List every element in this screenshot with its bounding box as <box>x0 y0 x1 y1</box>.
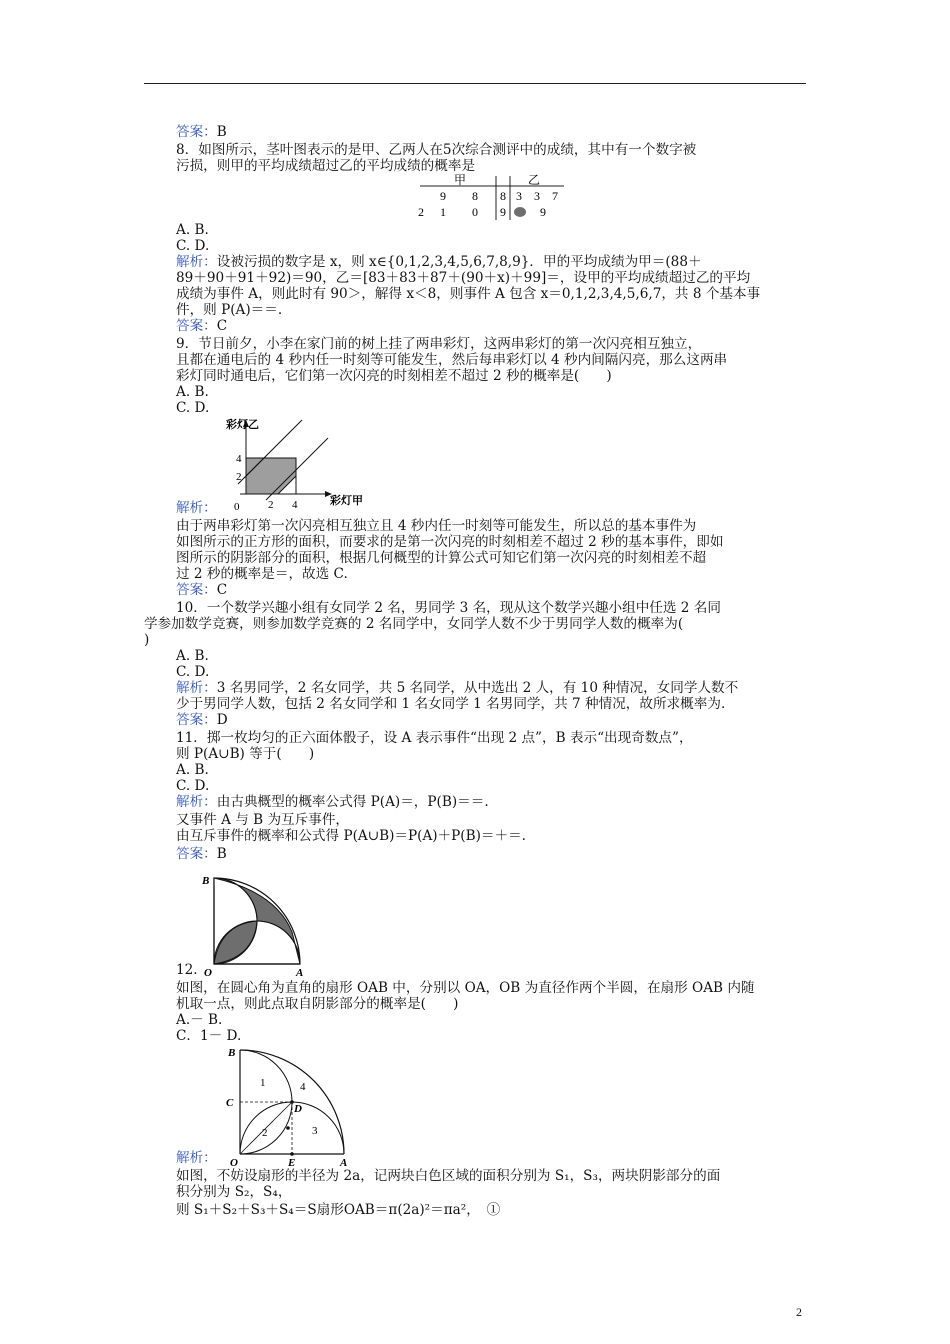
line-text: C. D. <box>176 778 210 794</box>
line-text: A. B. <box>176 222 209 238</box>
text-line <box>176 812 349 828</box>
answer-label: 解析： <box>176 254 217 270</box>
answer-label: 答案： <box>176 124 217 140</box>
line-text: A. B. <box>176 384 209 400</box>
text-line <box>176 794 489 810</box>
line-text: 89＋90＋91＋92)＝90，乙＝[83＋83＋87＋(90＋x)＋99]＝，设甲的平均成绩超过乙的平均 <box>176 270 751 286</box>
region-label-4: 4 <box>300 1081 306 1093</box>
line-text: 则 P(A∪B) 等于( ) <box>176 746 315 762</box>
tick-label: 2 <box>268 499 274 511</box>
text-line <box>176 712 228 728</box>
text-line <box>176 318 227 334</box>
text-line <box>176 648 209 664</box>
text-line <box>176 158 475 174</box>
line-text: 则 S₁＋S₂＋S₃＋S₄＝S扇形OAB＝π(2a)²＝πa²， ① <box>176 1202 501 1218</box>
text-line <box>176 1012 222 1028</box>
answer-label: 答案： <box>176 318 217 334</box>
text-line <box>176 996 458 1012</box>
line-text: 机取一点，则此点取自阴影部分的概率是( ) <box>176 996 459 1012</box>
line-text: C <box>216 318 228 334</box>
line-text: ) <box>144 632 150 648</box>
line-text: B <box>216 124 227 140</box>
text-line <box>176 1202 500 1218</box>
line-text: C. D. <box>176 238 210 254</box>
stem-leaf-leaf: 0 <box>472 205 478 219</box>
point-label-E: E <box>288 1157 296 1169</box>
text-line <box>176 142 696 158</box>
text-line <box>176 400 209 416</box>
header-rule <box>144 83 806 84</box>
text-line <box>176 500 217 516</box>
text-line <box>144 616 683 632</box>
text-line <box>176 778 209 794</box>
text-line <box>144 632 149 648</box>
line-text: 11．掷一枚均匀的正六面体骰子，设 A 表示事件“出现 2 点”，B 表示“出现奇数点”， <box>176 730 693 746</box>
line-text: C. D. <box>176 664 210 680</box>
axis-label-y: 彩灯乙 <box>226 418 259 431</box>
stem-leaf-leaf: 9 <box>540 205 546 219</box>
text-line <box>176 368 612 384</box>
text-line <box>176 238 209 254</box>
stem-leaf-header-left: 甲 <box>454 173 467 187</box>
text-line <box>176 600 721 616</box>
text-line <box>176 384 209 400</box>
line-text: B <box>216 846 227 862</box>
line-text: 12. <box>176 962 198 978</box>
problem12-figure <box>200 872 310 979</box>
text-line <box>176 582 227 598</box>
answer-label: 答案： <box>176 846 217 862</box>
text-line <box>176 730 693 746</box>
point-label-B: B <box>202 875 210 887</box>
line-text: 由于两串彩灯第一次闪亮相互独立且 4 秒内任一时刻等可能发生，所以总的基本事件为 <box>176 518 697 534</box>
line-text: 由古典概型的概率公式得 P(A)＝，P(B)＝＝. <box>216 794 489 810</box>
text-line <box>176 270 750 286</box>
line-text: C <box>216 582 228 598</box>
line-text: A.－ B. <box>176 1012 223 1028</box>
line-text: 3 名男同学，2 名女同学，共 5 名同学，从中选出 2 人，有 10 种情况，女同学人数不 <box>216 680 739 696</box>
stem-leaf-leaf: 3 <box>516 189 522 203</box>
line-text: 设被污损的数字是 x，则 x∈{0,1,2,3,4,5,6,7,8,9}．甲的平均成绩为甲＝(88＋ <box>216 254 702 270</box>
stem-leaf-leaf: 7 <box>552 189 558 203</box>
text-line <box>176 980 755 996</box>
answer-label: 解析： <box>176 500 217 516</box>
tick-label: 2 <box>236 471 242 483</box>
text-line <box>176 124 227 140</box>
text-line <box>176 962 198 978</box>
point-label-D: D <box>294 1103 302 1115</box>
text-line <box>176 302 282 318</box>
line-text: C. D. <box>176 400 210 416</box>
answer-label: 答案： <box>176 712 217 728</box>
text-line <box>176 828 526 844</box>
problem9-figure <box>226 418 386 513</box>
text-line <box>176 1184 291 1200</box>
text-line <box>176 846 227 862</box>
region-label-1: 1 <box>260 1077 266 1089</box>
point-label-O: O <box>204 967 212 979</box>
tick-label: 4 <box>292 499 298 511</box>
line-text: 如图，在圆心角为直角的扇形 OAB 中，分别以 OA，OB 为直径作两个半圆，在扇形 OAB 内随 <box>176 980 755 996</box>
point-label-O: O <box>230 1157 238 1169</box>
page-number: 2 <box>796 1305 802 1319</box>
stem-leaf-header-right: 乙 <box>528 173 541 187</box>
stem-leaf-figure <box>416 174 566 222</box>
stem-leaf-stem: 9 <box>500 205 506 219</box>
stem-leaf-leaf: 3 <box>534 189 540 203</box>
line-text: 彩灯同时通电后，它们第一次闪亮的时刻相差不超过 2 秒的概率是( ) <box>176 368 612 384</box>
text-line <box>176 550 706 566</box>
smudged-digit <box>514 207 526 217</box>
region-label-3: 3 <box>312 1125 318 1137</box>
line-text: 学参加数学竞赛，则参加数学竞赛的 2 名同学中，女同学人数不少于男同学人数的概率为( <box>144 616 684 632</box>
text-line <box>176 1168 720 1184</box>
answer-label: 解析： <box>176 1150 217 1166</box>
text-line <box>176 286 760 302</box>
line-text: 过 2 秒的概率是＝，故选 C. <box>176 566 348 582</box>
origin-label: 0 <box>234 501 240 513</box>
text-line <box>176 746 314 762</box>
stem-leaf-leaf: 9 <box>440 189 446 203</box>
line-text: 且都在通电后的 4 秒内任一时刻等可能发生，然后每串彩灯以 4 秒内间隔闪亮，那么这两串 <box>176 352 728 368</box>
line-text: 少于男同学人数，包括 2 名女同学和 1 名女同学 1 名男同学，共 7 种情况，故所求概率为. <box>176 696 726 712</box>
text-line <box>176 222 209 238</box>
line-text: C．1－ D. <box>176 1028 242 1044</box>
line-text: 如图，不妨设扇形的半径为 2a，记两块白色区域的面积分别为 S₁，S₃，两块阴影部分的面 <box>176 1168 721 1184</box>
text-line <box>176 566 348 582</box>
line-text: 成绩为事件 A，则此时有 90＞，解得 x＜8，则事件 A 包含 x＝0,1,2,3,4,5,6,7，共 8 个基本事 <box>176 286 761 302</box>
region-label-2: 2 <box>262 1127 268 1139</box>
stem-leaf-leaf: 1 <box>440 205 446 219</box>
text-line <box>176 1028 241 1044</box>
line-text: 积分别为 S₂，S₄， <box>176 1184 292 1200</box>
line-text: 件，则 P(A)＝＝. <box>176 302 283 318</box>
line-text: 污损，则甲的平均成绩超过乙的平均成绩的概率是 <box>176 158 476 174</box>
text-line <box>176 696 725 712</box>
text-line <box>176 336 701 352</box>
stem-leaf-stem: 8 <box>500 189 506 203</box>
answer-label: 解析： <box>176 794 217 810</box>
axis-label-x: 彩灯甲 <box>330 494 363 507</box>
line-text: 由互斥事件的概率和公式得 P(A∪B)＝P(A)＋P(B)＝＋＝. <box>176 828 526 844</box>
answer-label: 答案： <box>176 582 217 598</box>
point-label-B: B <box>228 1047 236 1059</box>
line-text: 又事件 A 与 B 为互斥事件， <box>176 812 350 828</box>
text-line <box>176 254 702 270</box>
text-line <box>176 518 696 534</box>
problem12-solution-figure <box>226 1044 356 1168</box>
answer-label: 解析： <box>176 680 217 696</box>
text-line <box>176 762 209 778</box>
text-line <box>176 534 723 550</box>
text-line <box>176 352 727 368</box>
tick-label: 4 <box>236 453 242 465</box>
stem-leaf-leaf: 2 <box>418 205 424 219</box>
line-text: 图所示的阴影部分的面积，根据几何概型的计算公式可知它们第一次闪亮的时刻相差不超 <box>176 550 707 566</box>
line-text: D <box>216 712 228 728</box>
line-text: A. B. <box>176 762 209 778</box>
text-line <box>176 664 209 680</box>
line-text: 8．如图所示，茎叶图表示的是甲、乙两人在5次综合测评中的成绩，其中有一个数字被 <box>176 142 697 158</box>
text-line <box>176 680 738 696</box>
point-label-C: C <box>226 1097 234 1109</box>
line-text: 10．一个数学兴趣小组有女同学 2 名，男同学 3 名，现从这个数学兴趣小组中任选 2 名同 <box>176 600 721 616</box>
point-label-A: A <box>340 1157 348 1169</box>
point-label-A: A <box>296 967 304 979</box>
line-text: 如图所示的正方形的面积，而要求的是第一次闪亮的时刻相差不超过 2 秒的基本事件，即如 <box>176 534 724 550</box>
text-line <box>176 1150 217 1166</box>
stem-leaf-leaf: 8 <box>472 189 478 203</box>
line-text: 9．节日前夕，小李在家门前的树上挂了两串彩灯，这两串彩灯的第一次闪亮相互独立， <box>176 336 702 352</box>
line-text: A. B. <box>176 648 209 664</box>
